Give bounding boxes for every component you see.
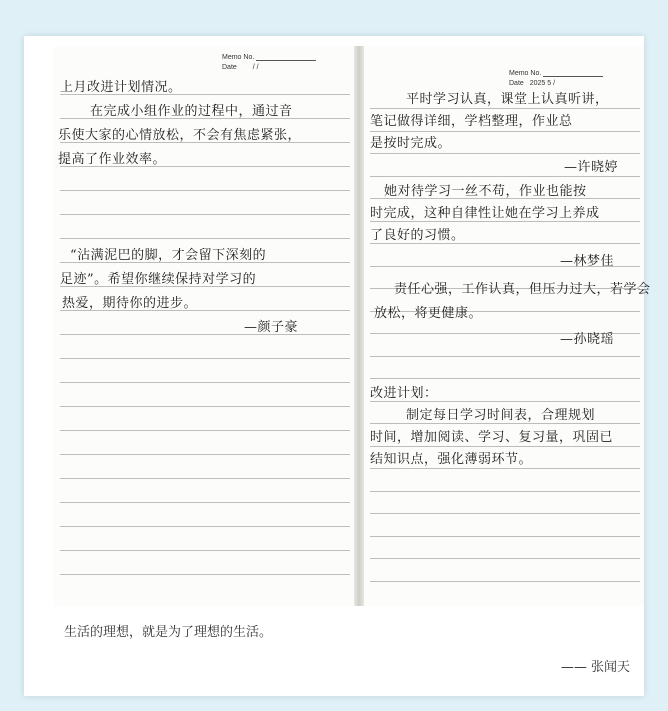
handwritten-line: 是按时完成。 xyxy=(370,136,452,151)
ruled-line xyxy=(370,378,640,379)
quote-card xyxy=(24,36,651,696)
ruled-line xyxy=(60,382,350,383)
ruled-line xyxy=(370,446,640,447)
ruled-line xyxy=(370,491,640,492)
ruled-line xyxy=(370,356,640,357)
memo-no-label: Memo No. xyxy=(222,54,255,61)
ruled-line xyxy=(60,526,350,527)
handwritten-line: 放松，将更健康。 xyxy=(374,306,483,321)
ruled-line xyxy=(60,190,350,191)
quote-author: —— 张闻天 xyxy=(560,660,630,675)
quote-text: 生活的理想，就是为了理想的生活。 xyxy=(64,625,273,640)
handwritten-line: 了良好的习惯。 xyxy=(370,228,465,243)
ruled-line xyxy=(60,550,350,551)
handwritten-line: —许晓婷 xyxy=(564,160,619,175)
handwritten-line: 上月改进计划情况。 xyxy=(60,80,182,95)
ruled-line xyxy=(60,430,350,431)
handwritten-line: 时间，增加阅读、学习、复习量，巩固已 xyxy=(370,430,614,445)
handwritten-line: 在完成小组作业的过程中，通过音 xyxy=(90,104,293,119)
handwritten-line: 足迹”。希望你继续保持对学习的 xyxy=(60,272,257,287)
handwritten-line: 她对待学习一丝不苟，作业也能按 xyxy=(384,184,587,199)
handwritten-line: —颜子豪 xyxy=(244,320,299,335)
ruled-line xyxy=(370,581,640,582)
memo-date-value: / / xyxy=(252,64,259,71)
handwritten-line: 热爱，期待你的进步。 xyxy=(62,296,198,311)
ruled-line xyxy=(370,423,640,424)
handwritten-line: 制定每日学习时间表，合理规划 xyxy=(406,408,596,423)
handwritten-line: 结知识点，强化薄弱环节。 xyxy=(370,452,533,467)
ruled-line xyxy=(60,454,350,455)
ruled-line xyxy=(370,468,640,469)
ruled-line xyxy=(60,478,350,479)
memo-date-label: Date xyxy=(222,64,237,71)
memo-header-left xyxy=(222,54,316,71)
handwritten-line: “沾满泥巴的脚，才会留下深刻的 xyxy=(70,248,267,263)
memo-date-value: 2025 5 / xyxy=(529,80,556,87)
handwritten-line: 责任心强，工作认真，但压力过大，若学会 xyxy=(394,282,651,297)
handwritten-line: 时完成，这种自律性让她在学习上养成 xyxy=(370,206,600,221)
handwritten-line: 平时学习认真，课堂上认真听讲， xyxy=(406,92,609,107)
handwritten-line: —孙晓瑶 xyxy=(560,332,615,347)
notebook-photo xyxy=(54,46,651,606)
ruled-line xyxy=(60,358,350,359)
ruled-line xyxy=(60,574,350,575)
ruled-line xyxy=(370,176,640,177)
ruled-line xyxy=(370,558,640,559)
handwritten-line: 乐使大家的心情放松，不会有焦虑紧张， xyxy=(58,128,302,143)
handwritten-line: 笔记做得详细，学档整理，作业总 xyxy=(370,114,573,129)
ruled-line xyxy=(60,238,350,239)
memo-date-label: Date xyxy=(509,80,524,87)
handwritten-line: 改进计划： xyxy=(370,386,438,401)
memo-no-label: Memo No. xyxy=(509,70,542,77)
ruled-line xyxy=(370,243,640,244)
handwritten-line: 提高了作业效率。 xyxy=(58,152,167,167)
ruled-line xyxy=(60,214,350,215)
memo-header-right xyxy=(509,70,603,87)
ruled-line xyxy=(60,334,350,335)
notebook-spine xyxy=(354,46,364,606)
ruled-line xyxy=(60,502,350,503)
handwritten-line: —林梦佳 xyxy=(560,254,615,269)
ruled-line xyxy=(370,536,640,537)
ruled-line xyxy=(60,406,350,407)
ruled-line xyxy=(370,153,640,154)
ruled-line xyxy=(370,513,640,514)
ruled-line xyxy=(370,108,640,109)
